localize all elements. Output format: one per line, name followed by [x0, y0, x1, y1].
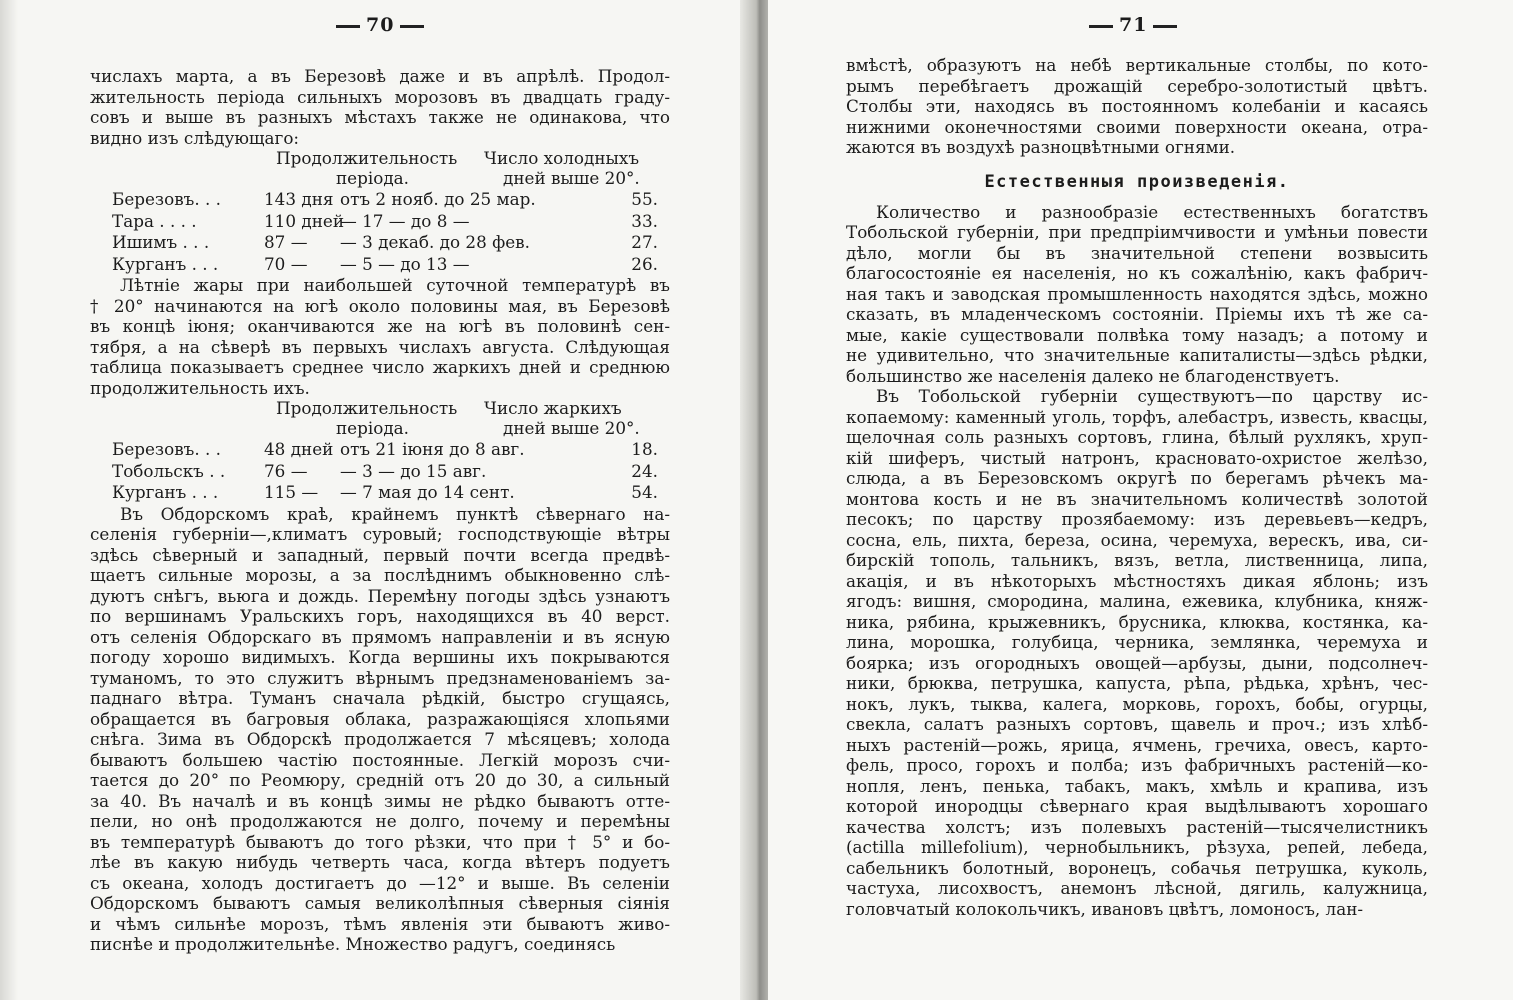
table-row: [90, 439, 670, 461]
left-page: [0, 0, 748, 1000]
section-title: Естественныя произведенія.: [984, 171, 1290, 192]
text-line: † 20° начинаются на югѣ около половины мая, въ Березовѣ: [90, 295, 670, 316]
table-header-count-sub: дней выше 20°.: [503, 418, 640, 438]
table-header-count: Число жаркихъ: [484, 398, 622, 418]
right-page-text: [846, 55, 1428, 919]
text-line: по вершинамъ Уральскихъ горъ, находящихся въ 40 верст.: [90, 606, 670, 626]
text-line: бываютъ большею частію постоянные. Легкій морозъ счи-: [90, 749, 670, 770]
table-cell-count: 27.: [631, 232, 658, 252]
table-row: [90, 232, 670, 254]
text-line: рымъ перебѣгаетъ дрожащій серебро-золотистый цвѣтъ.: [846, 75, 1428, 96]
table-cell-period: — 5 — до 13 —: [340, 253, 470, 274]
text-line: совъ и выше въ разныхъ мѣстахъ также не одинакова, что: [90, 107, 670, 127]
text-line: Тобольской губерніи, при предпріимчивости и умѣньи повести: [846, 222, 1428, 242]
table-cell-count: 54.: [631, 482, 658, 502]
paragraph: [90, 504, 670, 955]
table-row: [90, 189, 670, 211]
text-line: обращается въ багровыя облака, разражающіяся хлопьями: [90, 708, 670, 729]
hot-days-table: [90, 398, 670, 504]
text-line: ягодъ: вишня, смородина, малина, ежевика, клубника, княж-: [846, 591, 1428, 611]
table-cell-count: 24.: [631, 460, 658, 481]
text-line: ная такъ и заводская промышленность находятся здѣсь, можно: [846, 283, 1428, 304]
page-number-right: 71: [1083, 14, 1183, 36]
text-line: свекла, салатъ разныхъ сортовъ, щавель и проч.; изъ хлѣб-: [846, 714, 1428, 734]
text-line: тября, а на сѣверѣ въ первыхъ числахъ августа. Слѣдующая: [90, 336, 670, 357]
text-line: туманомъ, то это служитъ вѣрнымъ предзнаменованіемъ за-: [90, 667, 670, 688]
table-cell-days: 87 —: [264, 232, 308, 252]
text-line: слюда, а въ Березовскомъ округѣ по берегамъ рѣчекъ ма-: [846, 468, 1428, 488]
text-line: снѣга. Зима въ Обдорскѣ продолжается 7 мѣсяцевъ; холода: [90, 729, 670, 749]
text-line: дѣло, могли бы въ значительной степени возвысить: [846, 242, 1428, 263]
cold-days-table: [90, 148, 670, 275]
text-line: большинство же населенія далеко не благоденствуетъ.: [846, 365, 1340, 386]
text-line: Количество и разнообразіе естественныхъ богатствъ: [876, 201, 1428, 222]
paragraph: [90, 66, 670, 148]
table-header-duration: Продолжительность: [276, 398, 458, 418]
paragraph: [846, 202, 1428, 387]
text-line: щаетъ сильные морозы, а за послѣднимъ обыкновенно слѣ-: [90, 565, 670, 585]
text-line: паднаго вѣтра. Туманъ сначала рѣдкій, быстро сгущаясь,: [90, 688, 670, 708]
text-line: акація, и въ нѣкоторыхъ мѣстностяхъ дикая яблонь; изъ: [846, 570, 1428, 591]
text-line: селенія губерніи—,климатъ суровый; господствующіе вѣтры: [90, 524, 670, 544]
text-line: въ температурѣ бываютъ до того рѣзки, что при † 5° и бо-: [90, 831, 670, 852]
table-cell-count: 33.: [631, 210, 658, 231]
text-line: сказать, въ младенческомъ состояніи. Пріемы ихъ тѣ же са-: [846, 304, 1428, 324]
table-cell-period: — 7 мая до 14 сент.: [340, 482, 515, 502]
table-row: [90, 461, 670, 483]
table-cell-days: 143 дня: [264, 189, 334, 209]
table-cell-count: 18.: [631, 439, 658, 459]
text-line: ныхъ растеній—рожь, ярица, ячмень, гречиха, овесъ, карто-: [846, 734, 1428, 755]
table-cell-place: Курганъ . . .: [112, 253, 219, 274]
text-line: песокъ; по царству прозябаемому: изъ деревьевъ—кедръ,: [846, 509, 1428, 529]
left-page-text: [90, 66, 670, 955]
table-cell-place: Березовъ. . .: [112, 439, 221, 459]
text-line: нокъ, лукъ, тыква, калега, морковь, горохъ, бобы, огурцы,: [846, 693, 1428, 714]
text-line: таблица показываетъ среднее число жаркихъ дней и среднюю: [90, 357, 670, 377]
table-header-count: Число холодныхъ: [484, 148, 639, 168]
text-line: фель, просо, горохъ и полба; изъ фабричныхъ растеній—ко-: [846, 755, 1428, 775]
text-line: Въ Тобольской губерніи существуютъ—по царству ис-: [876, 386, 1428, 406]
page-edge-shadow: [0, 0, 18, 1000]
table-cell-days: 48 дней: [264, 439, 334, 459]
table-row: [90, 211, 670, 233]
paragraph: [846, 55, 1428, 158]
text-line: качества холстъ; изъ полевыхъ растеній—тысячелистникъ: [846, 816, 1428, 837]
text-line: кій шиферъ, чистый натронъ, красновато-охристое желѣзо,: [846, 447, 1428, 468]
text-line: частуха, лисохвостъ, анемонъ лѣсной, дягиль, калужница,: [846, 878, 1428, 898]
table-cell-count: 26.: [631, 253, 658, 274]
text-line: Столбы эти, находясь въ постоянномъ колебаніи и касаясь: [846, 96, 1428, 116]
table-header-duration-sub: періода.: [336, 168, 410, 188]
table-header-duration: Продолжительность: [276, 148, 458, 168]
text-line: головчатый колокольчикъ, ивановъ цвѣтъ, ломоносъ, лан-: [846, 898, 1364, 919]
text-line: сосна, ель, пихта, береза, осина, черемуха, верескъ, ива, си-: [846, 529, 1428, 550]
text-line: жаются въ воздухѣ разноцвѣтными огнями.: [846, 137, 1236, 157]
text-line: продолжительность ихъ.: [90, 377, 310, 398]
page-number-left: 70: [330, 14, 430, 36]
text-line: жительность періода сильныхъ морозовъ въ двадцать граду-: [90, 86, 670, 107]
paragraph: [846, 386, 1428, 919]
text-line: благосостояніе ея населенія, но къ сожалѣнію, какъ фабрич-: [846, 263, 1428, 283]
table-cell-place: Березовъ. . .: [112, 189, 221, 209]
table-cell-count: 55.: [631, 189, 658, 209]
text-line: которой инородцы сѣвернаго края выдѣлываютъ хорошаго: [846, 796, 1428, 816]
text-line: Обдорскомъ бываютъ самыя великолѣпныя сѣверныя сіянія: [90, 893, 670, 913]
text-line: числахъ марта, а въ Березовѣ даже и въ апрѣлѣ. Продол-: [90, 66, 670, 86]
table-cell-period: отъ 21 іюня до 8 авг.: [340, 439, 525, 459]
text-line: нопля, ленъ, пенька, табакъ, макъ, хмѣль и крапива, изъ: [846, 775, 1428, 796]
table-cell-period: отъ 2 нояб. до 25 мар.: [340, 189, 536, 209]
paragraph: [90, 275, 670, 398]
text-line: за 40. Въ началѣ и въ концѣ зимы не рѣдко бываютъ отте-: [90, 790, 670, 811]
right-page: [768, 0, 1513, 1000]
table-row: [90, 254, 670, 276]
text-line: въ концѣ іюня; оканчиваются же на югѣ въ половинѣ сен-: [90, 316, 670, 336]
text-line: нижними оконечностями своими поверхности океана, отра-: [846, 116, 1428, 137]
text-line: погоду хорошо видимыхъ. Когда вершины ихъ покрываются: [90, 647, 670, 667]
text-line: ника, рябина, крыжевникъ, брусника, клюква, костянка, ка-: [846, 611, 1428, 632]
table-cell-period: — 3 — до 15 авг.: [340, 460, 487, 481]
text-line: здѣсь сѣверный и западный, первый почти всегда предвѣ-: [90, 544, 670, 565]
table-header-count-sub: дней выше 20°.: [503, 168, 640, 188]
text-line: отъ селенія Обдорскаго въ прямомъ направленіи и въ ясную: [90, 626, 670, 647]
table-header-duration-sub: періода.: [336, 418, 410, 438]
text-line: писнѣе и продолжительнѣе. Множество радугъ, соединясь: [90, 934, 616, 954]
text-line: сабельникъ болотный, воронецъ, собачья петрушка, куколь,: [846, 857, 1428, 878]
text-line: монтова кость и не въ значительномъ количествѣ золотой: [846, 488, 1428, 509]
text-line: Лѣтніе жары при наибольшей суточной температурѣ въ: [120, 275, 670, 295]
text-line: вмѣстѣ, образуютъ на небѣ вертикальные столбы, по кото-: [846, 55, 1428, 75]
text-line: лина, морошка, голубица, черника, землянка, черемуха и: [846, 632, 1428, 652]
text-line: Въ Обдорскомъ краѣ, крайнемъ пунктѣ сѣвернаго на-: [120, 503, 670, 524]
table-cell-period: — 17 — до 8 —: [340, 210, 470, 231]
table-cell-days: 115 —: [264, 482, 319, 502]
text-line: видно изъ слѣдующаго:: [90, 127, 300, 148]
text-line: не удивительно, что значительные капиталисты—здѣсь рѣдки,: [846, 345, 1428, 365]
text-line: и чѣмъ сильнѣе морозъ, тѣмъ явленія эти бываютъ живо-: [90, 913, 670, 934]
text-line: дуютъ снѣгъ, вьюга и дождь. Перемѣну погоды здѣсь узнаютъ: [90, 585, 670, 606]
table-cell-place: Курганъ . . .: [112, 482, 219, 502]
text-line: съ океана, холодъ достигаетъ до —12° и выше. Въ селеніи: [90, 872, 670, 893]
text-line: боярка; изъ огородныхъ овощей—арбузы, дыни, подсолнеч-: [846, 652, 1428, 673]
table-cell-days: 76 —: [264, 460, 308, 481]
text-line: лѣе въ какую нибудь четверть часа, когда вѣтеръ подуетъ: [90, 852, 670, 872]
table-cell-period: — 3 декаб. до 28 фев.: [340, 232, 530, 252]
table-cell-days: 70 —: [264, 253, 308, 274]
text-line: щелочная соль разныхъ сортовъ, глина, бѣлый рухлякъ, хруп-: [846, 427, 1428, 447]
table-header: [90, 398, 670, 439]
table-cell-days: 110 дней: [264, 210, 344, 231]
text-line: бирскій тополь, тальникъ, вязъ, ветла, лиственница, липа,: [846, 550, 1428, 570]
text-line: пели, но онѣ продолжаются не долго, почему и перемѣны: [90, 811, 670, 831]
table-cell-place: Тара . . . .: [112, 210, 197, 231]
table-cell-place: Тобольскъ . .: [112, 460, 226, 481]
table-cell-place: Ишимъ . . .: [112, 232, 210, 252]
table-header: [90, 148, 670, 189]
text-line: тается до 20° по Реомюру, средній отъ 20 до 30, а сильный: [90, 770, 670, 790]
text-line: ники, брюква, петрушка, капуста, рѣпа, рѣдька, хрѣнъ, чес-: [846, 673, 1428, 693]
table-row: [90, 482, 670, 504]
text-line: копаемому: каменный уголь, торфъ, алебастръ, известь, квасцы,: [846, 406, 1428, 427]
text-line: мые, какіе существовали полвѣка тому назадъ; а потому и: [846, 324, 1428, 345]
text-line: (actilla millefolium), чернобыльникъ, рѣзуха, репей, лебеда,: [846, 837, 1428, 857]
